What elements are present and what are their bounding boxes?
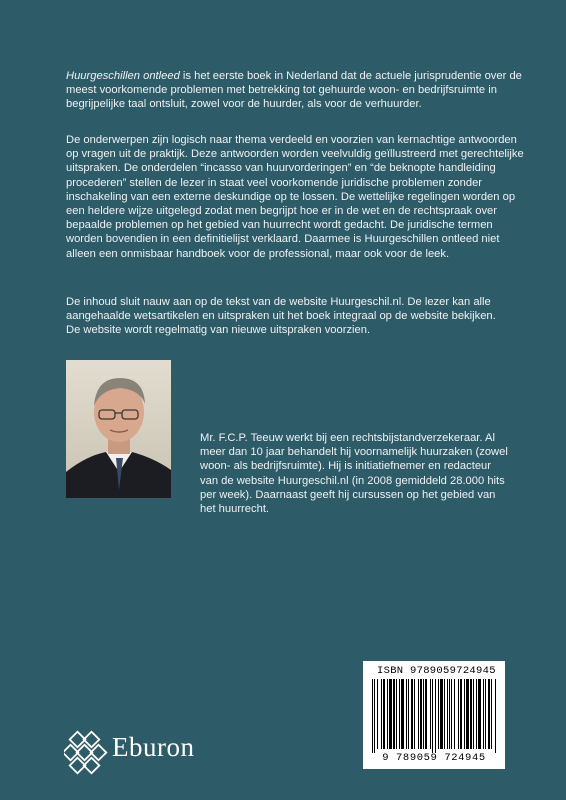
barcode-bar	[389, 679, 392, 749]
barcode-bar	[393, 679, 395, 749]
barcode-bar	[485, 679, 486, 749]
intro-paragraph	[66, 69, 526, 112]
barcode-bar	[470, 679, 472, 749]
barcode-bar	[423, 679, 424, 749]
isbn-digits: 9 789059 724945	[382, 752, 486, 764]
barcode-bar	[381, 679, 382, 749]
description-paragraph	[66, 133, 526, 261]
barcode-bar	[399, 679, 400, 749]
barcode-bar	[406, 679, 407, 749]
barcode-bar	[478, 679, 481, 749]
barcode-bar	[447, 679, 448, 749]
barcode-bar	[449, 679, 450, 749]
barcode-bar	[387, 679, 388, 749]
barcode-bar	[454, 679, 455, 749]
website-update-text: De website wordt regelmatig van nieuwe uitspraken voorzien.	[66, 324, 371, 337]
barcode-bar	[440, 679, 443, 749]
barcode-bar	[438, 679, 439, 749]
author-photo	[66, 360, 171, 498]
barcode-bar	[420, 679, 422, 749]
book-title: Huurgeschillen ontleed	[66, 70, 180, 82]
barcode-bar	[432, 679, 433, 753]
barcode-bar	[444, 679, 445, 749]
description-text: De onderwerpen zijn logisch naar thema verdeeld en voorzien van kernachtige antwoorden op vragen uit de praktijk. Deze antwoorden worden veelvuldig geïllustreerd met gerechtelijke uitspraken. De onderdelen “incasso van huurvorderingen” en “de beknopte handleiding procederen” stellen de lezer in staat veel voorkomende juridische problemen zonder inschakeling van een externe deskundige op te lossen. De wettelijke regelingen worden op een heldere wijze uitgelegd zodat men begrijpt hoe er in de wet en de rechtspraak over bepaalde problemen op het gebied van huurrecht wordt gedacht. De juridische termen worden bovendien in een definitielijst verklaard. Daarmee is Huurgeschillen ontleed niet alleen een onmisbaar handboek voor de professional, maar ook voor de leek.	[66, 134, 524, 260]
barcode-bar	[401, 679, 404, 749]
intro-text: is het eerste boek in Nederland dat de actuele jurisprudentie over de meest voorkomende problemen met betrekking tot gehuurde woon- en bedrijfsruimte in begrijpelijke taal ontsluit, zowel voor de huurder, als voor de verhuurder.	[66, 70, 522, 111]
publisher-name: Eburon	[112, 732, 195, 762]
author-bio	[200, 431, 510, 516]
barcode-bar	[473, 679, 474, 749]
isbn-label: ISBN 9789059724945	[377, 665, 496, 677]
barcode-bar	[491, 679, 492, 749]
barcode-bar	[483, 679, 484, 749]
publisher-logo	[64, 726, 224, 776]
barcode-bar	[458, 679, 459, 749]
barcode-bar	[408, 679, 409, 749]
website-text: De inhoud sluit nauw aan op de tekst van de website Huurgeschil.nl. De lezer kan alle aangehaalde wetsartikelen en uitspraken uit het boek integraal op de website bekijken.	[66, 296, 496, 323]
barcode-bar	[460, 679, 462, 749]
barcode-bar	[396, 679, 397, 749]
author-bio-text: Mr. F.C.P. Teeuw werkt bij een rechtsbijstandverzekeraar. Al meer dan 10 jaar behandelt hij voornamelijk huurzaken (zowel woon- als bedrijfsruimte). Hij is initiatiefnemer en redacteur van de website Huurgeschil.nl (in 2008 gemiddeld 28.000 hits per week). Daarnaast geeft hij cursussen op het gebied van het huurrecht.	[200, 432, 508, 516]
isbn-barcode	[363, 661, 505, 769]
barcode-bar	[411, 679, 413, 749]
barcode-bar	[451, 679, 452, 749]
barcode-bars	[370, 679, 498, 753]
barcode-bar	[430, 679, 431, 749]
website-paragraph	[66, 295, 526, 338]
barcode-bar	[435, 679, 436, 753]
barcode-bar	[425, 679, 427, 749]
barcode-bar	[464, 679, 465, 749]
barcode-bar	[476, 679, 477, 749]
barcode-bar	[374, 679, 375, 753]
barcode-bar	[414, 679, 415, 749]
barcode-bar	[466, 679, 469, 749]
barcode-bar	[377, 679, 378, 749]
barcode-bar	[418, 679, 419, 749]
barcode-bar	[495, 679, 496, 753]
barcode-bar	[383, 679, 385, 749]
publisher-logo-icon	[64, 726, 110, 776]
barcode-bar	[488, 679, 490, 749]
barcode-bar	[372, 679, 373, 753]
